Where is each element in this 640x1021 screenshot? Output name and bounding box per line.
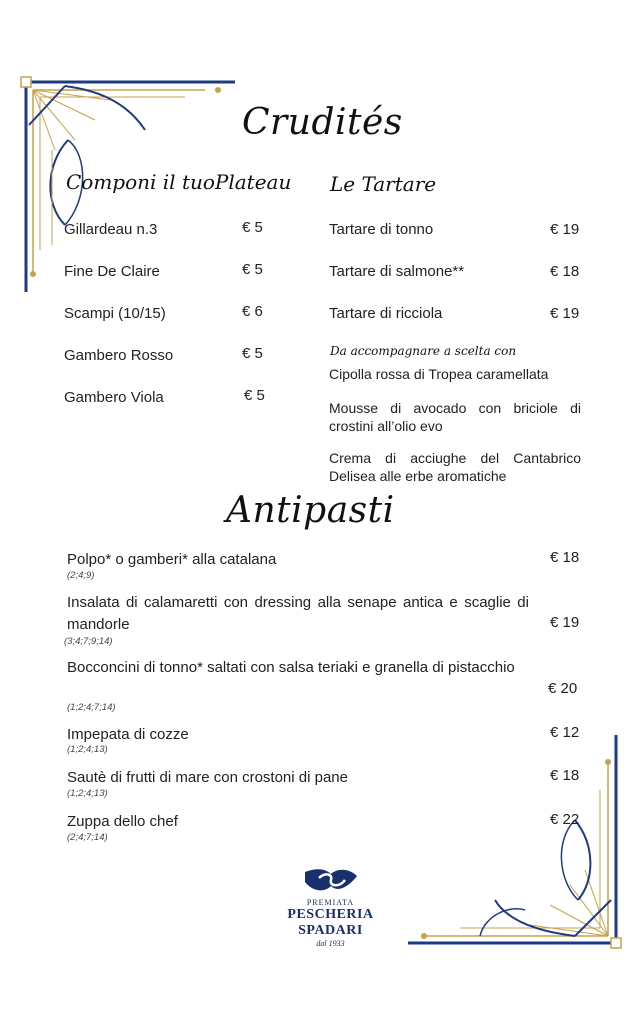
accompany-heading: Da accompagnare a scelta con — [330, 344, 517, 358]
antipasto-item: Sautè di frutti di mare con crostoni di pane — [67, 769, 348, 786]
plateau-item: Scampi (10/15) — [64, 305, 166, 322]
plateau-item: Gambero Rosso — [64, 347, 174, 364]
tartare-item: Tartare di salmone** — [329, 263, 465, 280]
antipasto-allergens: (3;4;7;9;14) — [64, 636, 113, 647]
logo-line-premiata: PREMIATA — [306, 898, 355, 907]
tartare-heading: Le Tartare — [330, 172, 437, 196]
plateau-price: € 5 — [242, 261, 263, 278]
antipasto-item: Zuppa dello chef — [67, 813, 178, 830]
tartare-price: € 19 — [550, 305, 580, 322]
plateau-item: Gambero Viola — [64, 389, 164, 406]
antipasto-allergens: (2;4;7;14) — [67, 832, 108, 843]
crudites-title: Crudités — [242, 102, 403, 143]
antipasto-price: € 19 — [550, 614, 580, 631]
antipasto-item: Impepata di cozze — [67, 726, 189, 743]
antipasto-allergens: (1;2;4;13) — [67, 788, 108, 799]
tartare-price: € 18 — [550, 263, 580, 280]
antipasto-item: Polpo* o gamberi* alla catalana — [67, 551, 277, 568]
tartare-price: € 19 — [550, 221, 580, 238]
accompaniment-option: Mousse di avocado con briciole di crostini all’olio evo — [329, 400, 581, 434]
accompaniment-option: Crema di acciughe del Cantabrico Delisea alle erbe aromatiche — [329, 450, 581, 484]
antipasto-price: € 18 — [550, 549, 580, 566]
corner-ornament-top-left — [0, 0, 260, 300]
antipasto-price: € 12 — [550, 724, 580, 741]
plateau-item: Fine De Claire — [64, 263, 160, 280]
plateau-heading: Componi il tuoPlateau — [66, 170, 292, 194]
antipasto-allergens: (2;4;9) — [67, 570, 95, 581]
antipasti-title: Antipasti — [226, 490, 395, 531]
antipasto-price: € 20 — [548, 680, 578, 697]
tartare-item: Tartare di ricciola — [329, 305, 443, 322]
logo-line-name: PESCHERIA SPADARI — [287, 907, 374, 938]
antipasto-item: Insalata di calamaretti con dressing alla senape antica e scaglie di mandorle — [67, 594, 529, 633]
fish-logo-icon — [301, 866, 361, 896]
antipasto-allergens: (1;2;4;13) — [67, 744, 108, 755]
antipasto-price: € 22 — [550, 811, 580, 828]
logo-line-since: dal 1933 — [316, 939, 345, 948]
accompaniment-option: Cipolla rossa di Tropea caramellata — [329, 366, 549, 382]
plateau-item: Gillardeau n.3 — [64, 221, 158, 238]
plateau-price: € 5 — [244, 387, 265, 404]
antipasto-item: Bocconcini di tonno* saltati con salsa teriaki e granella di pistacchio — [67, 659, 515, 676]
antipasto-price: € 18 — [550, 767, 580, 784]
pescheria-logo — [268, 866, 393, 948]
tartare-item: Tartare di tonno — [329, 221, 434, 238]
plateau-price: € 5 — [242, 219, 263, 236]
antipasto-allergens: (1;2;4;7;14) — [67, 702, 116, 713]
plateau-price: € 6 — [242, 303, 263, 320]
plateau-price: € 5 — [242, 345, 263, 362]
corner-ornament-bottom-right — [400, 720, 640, 960]
